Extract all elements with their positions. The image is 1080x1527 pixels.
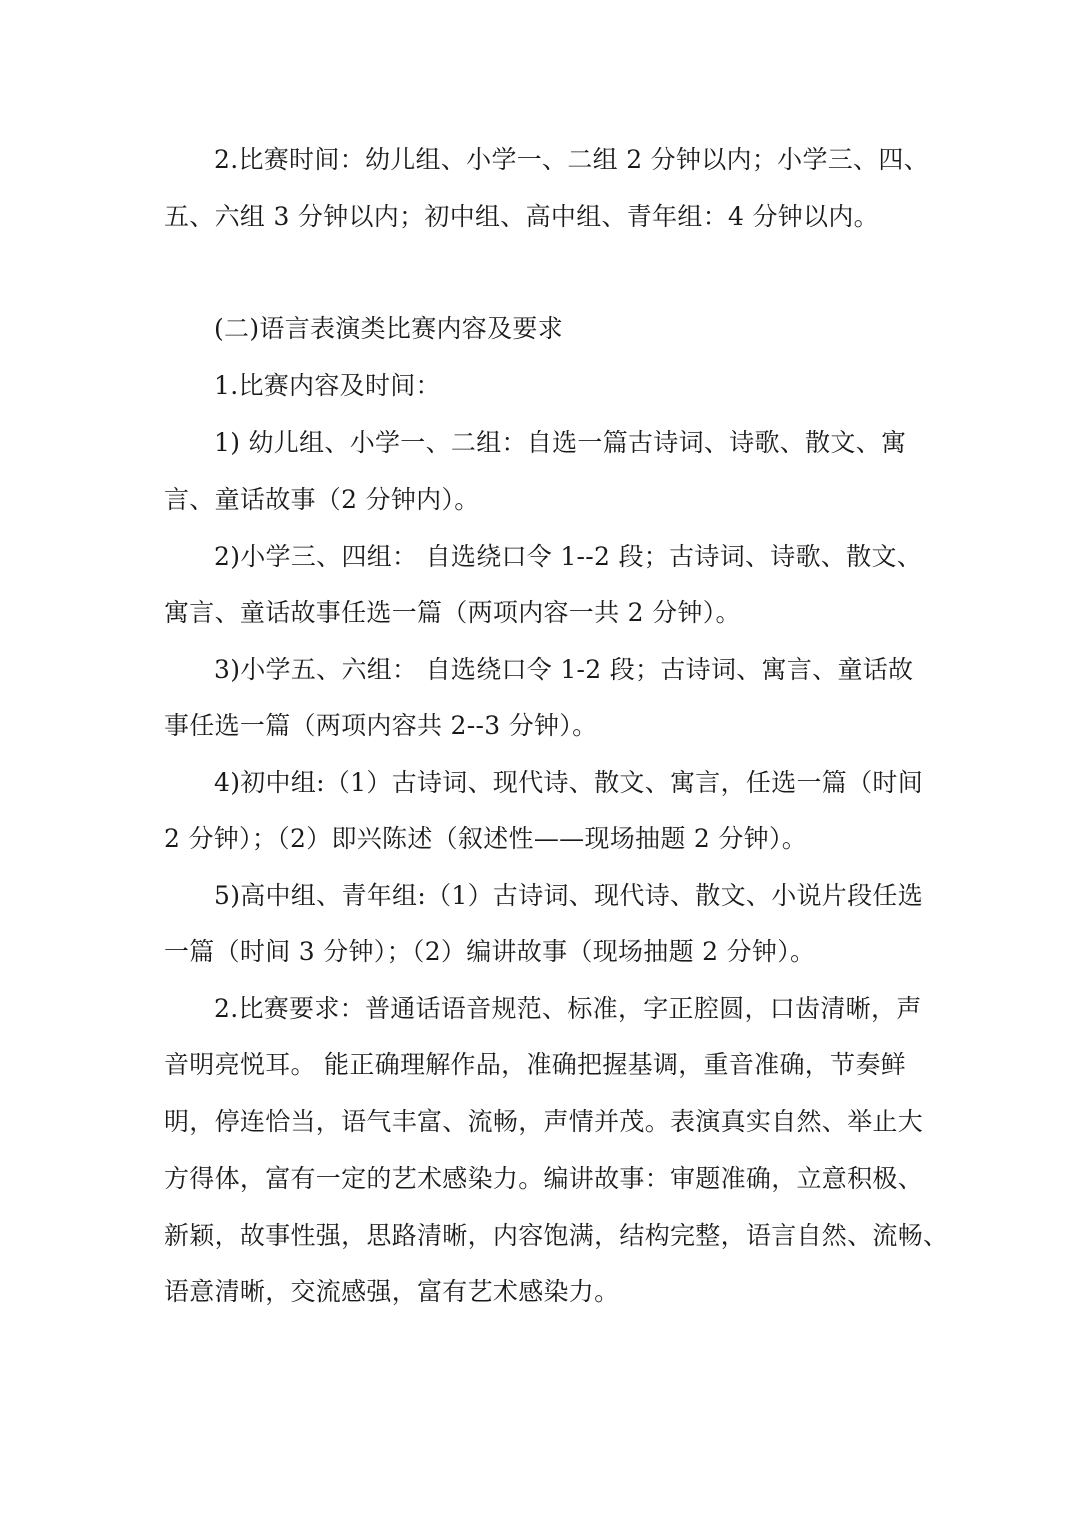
paragraph-line: 音明亮悦耳。 能正确理解作品，准确把握基调，重音准确，节奏鲜 bbox=[164, 1050, 906, 1079]
paragraph-line: 5)高中组、青年组:（1）古诗词、现代诗、散文、小说片段任选 bbox=[214, 881, 923, 910]
paragraph-line: 事任选一篇（两项内容共 2--3 分钟）。 bbox=[164, 711, 598, 740]
paragraph-line: 新颖，故事性强，思路清晰，内容饱满，结构完整，语言自然、流畅、 bbox=[164, 1221, 949, 1250]
paragraph-line: 3)小学五、六组： 自选绕口令 1-2 段；古诗词、寓言、童话故 bbox=[214, 655, 914, 684]
paragraph-line: 寓言、童话故事任选一篇（两项内容一共 2 分钟）。 bbox=[164, 598, 741, 627]
section-heading: (二)语言表演类比赛内容及要求 bbox=[214, 314, 564, 343]
paragraph-line: 明，停连恰当，语气丰富、流畅，声情并茂。表演真实自然、举止大 bbox=[164, 1107, 924, 1136]
paragraph-line: 五、六组 3 分钟以内；初中组、高中组、青年组：4 分钟以内。 bbox=[164, 202, 879, 231]
subsection-heading: 1.比赛内容及时间： bbox=[214, 371, 441, 400]
paragraph-line: 2.比赛时间：幼儿组、小学一、二组 2 分钟以内；小学三、四、 bbox=[214, 145, 929, 174]
paragraph-line: 言、童话故事（2 分钟内）。 bbox=[164, 485, 480, 514]
paragraph-line: 方得体，富有一定的艺术感染力。编讲故事：审题准确，立意积极、 bbox=[164, 1164, 924, 1193]
paragraph-line: 2)小学三、四组： 自选绕口令 1--2 段；古诗词、诗歌、散文、 bbox=[214, 542, 923, 571]
paragraph-line: 1) 幼儿组、小学一、二组：自选一篇古诗词、诗歌、散文、寓 bbox=[214, 428, 907, 457]
paragraph-line: 语意清晰，交流感强，富有艺术感染力。 bbox=[164, 1277, 620, 1306]
paragraph-line: 一篇（时间 3 分钟）；（2）编讲故事（现场抽题 2 分钟）。 bbox=[164, 937, 816, 966]
paragraph-line: 2.比赛要求：普通话语音规范、标准，字正腔圆，口齿清晰，声 bbox=[214, 994, 922, 1023]
paragraph-line: 4)初中组:（1）古诗词、现代诗、散文、寓言，任选一篇（时间 bbox=[214, 768, 923, 797]
paragraph-line: 2 分钟）；（2）即兴陈述（叙述性——现场抽题 2 分钟）。 bbox=[164, 824, 808, 853]
